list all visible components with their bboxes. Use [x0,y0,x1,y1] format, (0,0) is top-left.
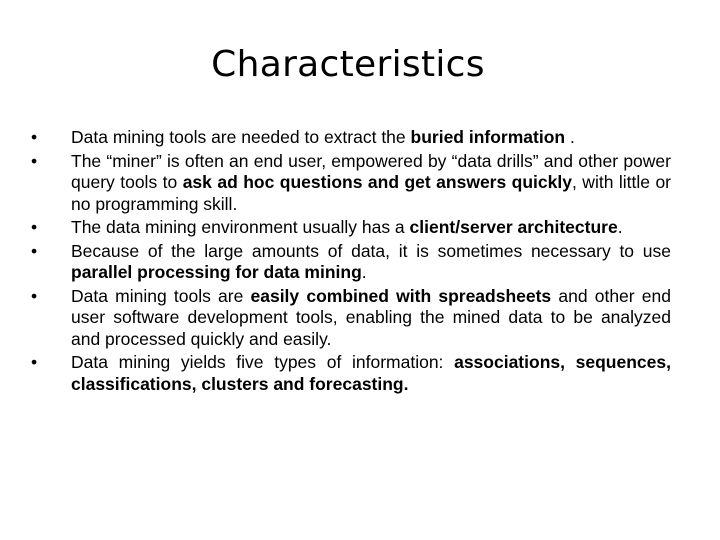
bullet-text-bold: client/server architecture [409,217,618,237]
bullet-text-bold: easily combined with spreadsheets [250,285,552,306]
bullet-item [31,352,671,395]
bullet-text [71,151,671,214]
slide-title: Characteristics [211,44,485,85]
bullet-marker: • [31,240,38,261]
bullet-item [31,286,671,351]
bullet-item [31,241,671,284]
bullet-text-segment: Data mining tools are [71,285,251,306]
bullet-text [71,352,671,394]
bullet-marker: • [31,285,38,306]
bullet-text-segment: The data mining environment usually has a [71,217,410,237]
bullet-item [31,217,671,239]
bullet-text-segment: Because of the large amounts of data, it is sometimes necessary to use [71,240,671,261]
bullet-list [31,127,671,397]
bullet-text [71,241,671,283]
bullet-marker: • [31,150,38,171]
bullet-text [71,286,671,349]
bullet-text-segment: Data mining tools are needed to extract the [71,127,411,147]
bullet-text [71,127,575,147]
bullet-marker: • [31,352,38,372]
bullet-text-bold: associations, sequences, classifications, clusters and forecasting. [71,352,671,394]
bullet-text-segment: . [617,217,623,237]
bullet-item [31,151,671,216]
bullet-text-segment: . [361,262,367,282]
bullet-text-bold: buried information [410,127,566,147]
bullet-text-bold: ask ad hoc questions and get answers quickly [182,172,572,192]
bullet-text [71,217,623,237]
bullet-text-segment: The “miner” is often an end user, empowered by “data drills” and other power query tools to [71,150,671,192]
bullet-marker: • [31,127,38,147]
bullet-text-bold: parallel processing for data mining [71,262,362,282]
bullet-item [31,127,671,149]
bullet-marker: • [31,217,38,237]
bullet-text-segment: and other end user software development tools, enabling the mined data to be analyzed and processed quickly and easily. [71,285,671,349]
bullet-text-segment: Data mining yields five types of information: [71,352,455,372]
bullet-text-segment: . [565,127,575,147]
bullet-text-segment: , with little or no programming skill. [71,172,672,214]
